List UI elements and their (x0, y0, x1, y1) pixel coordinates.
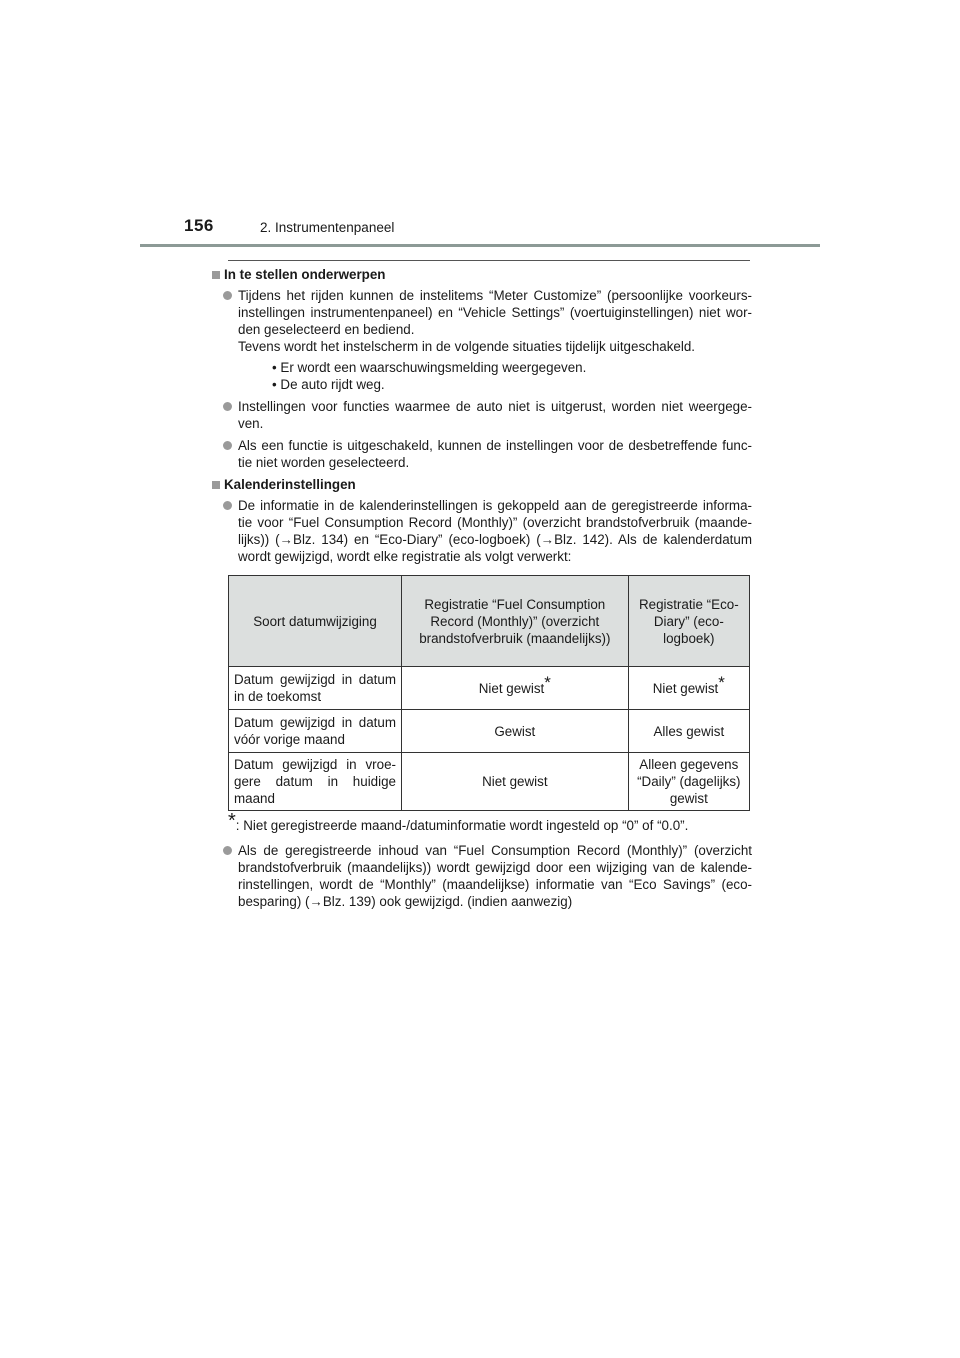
bullet-item (212, 842, 752, 910)
square-bullet-icon (212, 481, 220, 489)
circle-bullet-icon (212, 291, 228, 300)
bullet-item (212, 287, 752, 393)
section-divider (228, 260, 750, 261)
footnote-text: : Niet geregistreerde maand-/datuminformatie wordt ingesteld op “0” of “0.0”. (235, 818, 689, 833)
table-cell: Datum gewijzigd in datum vóór vorige maand (229, 710, 402, 753)
heading-text: Kalenderinstellingen (224, 477, 356, 492)
bullet-text: Als een functie is uitgeschakeld, kunnen de instellingen voor de desbetreffende func-tie niet worden geselecteerd. (238, 438, 752, 470)
bullet-item (212, 437, 752, 471)
square-bullet-icon (212, 271, 220, 279)
asterisk-mark: * (228, 810, 236, 832)
page-number: 156 (184, 216, 214, 235)
bullet-text: Instellingen voor functies waarmee de auto niet is uitgerust, worden niet weergege-ven. (238, 399, 752, 431)
header-divider (140, 244, 820, 247)
table-footnote (228, 810, 752, 834)
table-cell: Gewist (402, 710, 629, 753)
bullet-text: Tevens wordt het instelscherm in de volgende situaties tijdelijk uitgeschakeld. (238, 339, 696, 354)
table-header-cell: Soort datumwijziging (229, 576, 402, 667)
table-cell: Datum gewijzigd in vroe-gere datum in huidige maand (229, 753, 402, 811)
table-header-cell: Registratie “Eco-Diary” (eco-logboek) (628, 576, 749, 667)
table-cell: Alles gewist (628, 710, 749, 753)
table-cell: Niet gewist* (402, 667, 629, 710)
table-cell: Datum gewijzigd in datum in de toekomst (229, 667, 402, 710)
sub-list (238, 359, 752, 393)
heading-text: In te stellen onderwerpen (224, 267, 386, 282)
circle-bullet-icon (212, 441, 228, 450)
table-cell: Niet gewist (402, 753, 629, 811)
page-content (212, 266, 752, 915)
table-row (229, 667, 750, 710)
bullet-text: Als de geregistreerde inhoud van “Fuel Consumption Record (Monthly)” (overzicht brandstofverbruik (maandelijks)) wordt gewijzigd door een wijziging van de kalende-rinstellingen, wordt de “Monthly” (maandelijkse) informatie van “Eco Savings” (eco-besparing) (→Blz. 139) ook gewijzigd. (indien aanwezig) (238, 843, 752, 909)
table-cell: Alleen gegevens “Daily” (dagelijks) gewist (628, 753, 749, 811)
table-cell: Niet gewist* (628, 667, 749, 710)
bullet-text: De informatie in de kalenderinstellingen is gekoppeld aan de geregistreerde informa-tie voor “Fuel Consumption Record (Monthly)” (overzicht brandstofverbruik (maande-lijks)) (→Blz. 134) en “Eco-Diary” (eco-logboek) (→Blz. 142). Als de kalenderdatum wordt gewijzigd, wordt elke registratie als volgt verwerkt: (238, 498, 752, 564)
bullet-item (212, 398, 752, 432)
asterisk-mark: * (544, 672, 551, 692)
sub-list-item: • Er wordt een waarschuwingsmelding weergegeven. (272, 360, 587, 375)
chapter-title: 2. Instrumentenpaneel (260, 220, 395, 235)
circle-bullet-icon (212, 846, 228, 855)
table-header-row (229, 576, 750, 667)
page-header (140, 216, 820, 246)
bullet-item (212, 497, 752, 565)
table-row (229, 710, 750, 753)
asterisk-mark: * (718, 672, 725, 692)
bullet-text: Tijdens het rijden kunnen de instelitems “Meter Customize” (persoonlijke voorkeurs-instellingen instrumentenpaneel) en “Vehicle Settings” (voertuiginstellingen) niet wor-den geselecteerd en bediend. (238, 288, 752, 337)
table-row (229, 753, 750, 811)
calendar-table (228, 575, 750, 811)
table-header-cell: Registratie “Fuel Consumption Record (Monthly)” (overzicht brandstofverbruik (maandelijks)) (402, 576, 629, 667)
section-heading-settings (212, 266, 752, 283)
circle-bullet-icon (212, 402, 228, 411)
circle-bullet-icon (212, 501, 228, 510)
sub-list-item: • De auto rijdt weg. (272, 377, 385, 392)
section-heading-calendar (212, 476, 752, 493)
